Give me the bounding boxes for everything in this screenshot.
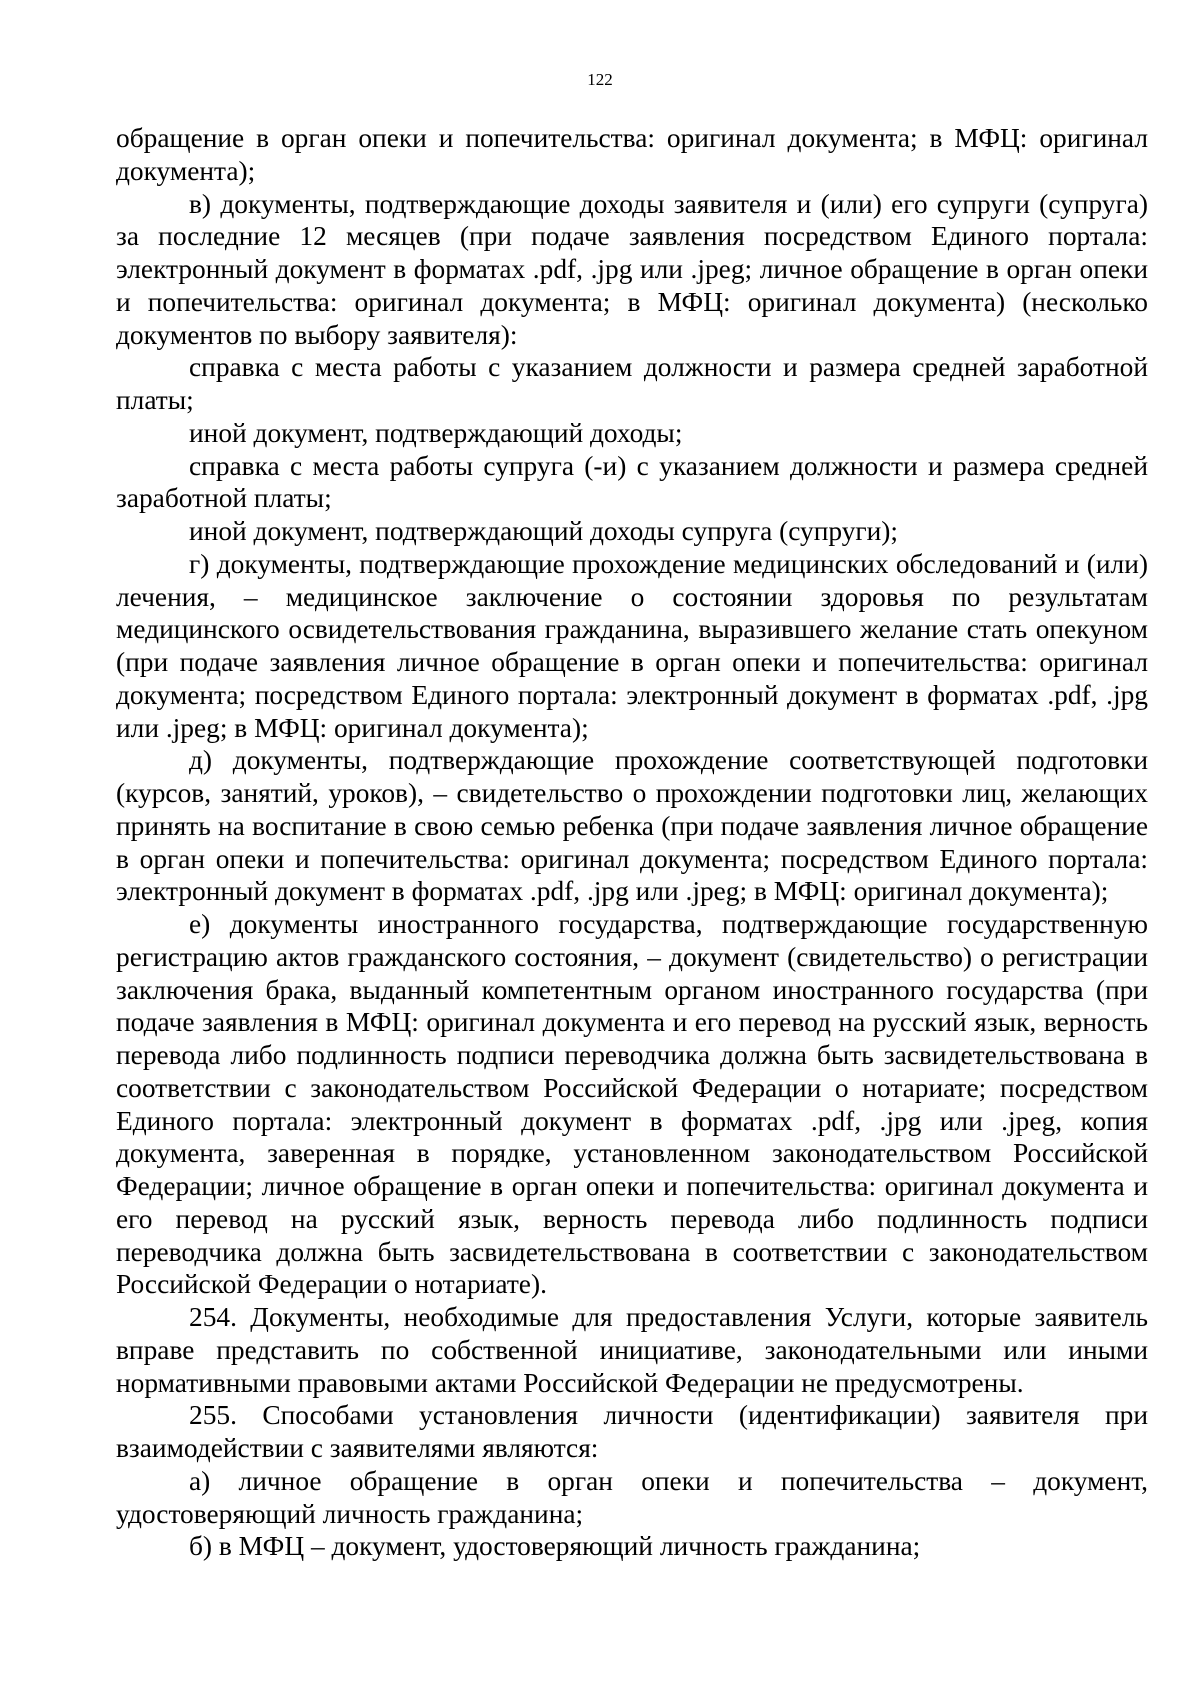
paragraph: иной документ, подтверждающий доходы супруга (супруги);	[189, 516, 899, 546]
document-body	[116, 122, 1148, 1563]
paragraph: б) в МФЦ – документ, удостоверяющий личность гражданина;	[189, 1531, 921, 1562]
paragraph: иной документ, подтверждающий доходы;	[189, 417, 683, 448]
paragraph: справка с места работы супруга (-и) с указанием должности и размера средней заработной платы;	[116, 450, 1148, 514]
paragraph: 254. Документы, необходимые для предоставления Услуги, которые заявитель вправе представить по собственной инициативе, законодательными или иными нормативными правовыми актами Российской Федерации не предусмотрены.	[116, 1302, 1148, 1398]
paragraph: 255. Способами установления личности (идентификации) заявителя при взаимодействии с заявителями являются:	[116, 1400, 1148, 1463]
paragraph: г) документы, подтверждающие прохождение медицинских обследований и (или) лечения, – медицинское заключение о состоянии здоровья по результатам медицинского освидетельствования гражданина, выразившего желание стать опекуном (при подаче заявления личное обращение в орган опеки и попечительства: оригинал документа; посредством Единого портала: электронный документ в форматах .pdf, .jpg или .jpeg; в МФЦ: оригинал документа);	[116, 548, 1148, 743]
paragraph: в) документы, подтверждающие доходы заявителя и (или) его супруги (супруга) за последние 12 месяцев (при подаче заявления посредством Единого портала: электронный документ в форматах .pdf, .jpg или .jpeg; личное обращение в орган опеки и попечительства: оригинал документа; в МФЦ: оригинал документа) (несколько документов по выбору заявителя):	[116, 188, 1148, 350]
paragraph: справка с места работы с указанием должности и размера средней заработной платы;	[116, 352, 1148, 415]
paragraph: д) документы, подтверждающие прохождение соответствующей подготовки (курсов, занятий, уроков), – свидетельство о прохождении подготовки лиц, желающих принять на воспитание в свою семью ребенка (при подаче заявления личное обращение в орган опеки и попечительства: оригинал документа; посредством Единого портала: электронный документ в форматах .pdf, .jpg или .jpeg; в МФЦ: оригинал документа);	[116, 745, 1148, 907]
page-number: 122	[587, 70, 613, 89]
paragraph: е) документы иностранного государства, подтверждающие государственную регистрацию актов гражданского состояния, – документ (свидетельство) о регистрации заключения брака, выданный компетентным органом иностранного государства (при подаче заявления в МФЦ: оригинал документа и его перевод на русский язык, верность перевода либо подлинность подписи переводчика должна быть засвидетельствована в соответствии с законодательством Российской Федерации о нотариате; посредством Единого портала: электронный документ в форматах .pdf, .jpg или .jpeg, копия документа, заверенная в порядке, установленном законодательством Российской Федерации; личное обращение в орган опеки и попечительства: оригинал документа и его перевод на русский язык, верность перевода либо подлинность подписи переводчика должна быть засвидетельствована в соответствии с законодательством Российской Федерации о нотариате).	[116, 909, 1148, 1300]
paragraph: а) личное обращение в орган опеки и попечительства – документ, удостоверяющий личность гражданина;	[116, 1465, 1148, 1529]
paragraph: обращение в орган опеки и попечительства: оригинал документа; в МФЦ: оригинал документа);	[116, 123, 1148, 186]
